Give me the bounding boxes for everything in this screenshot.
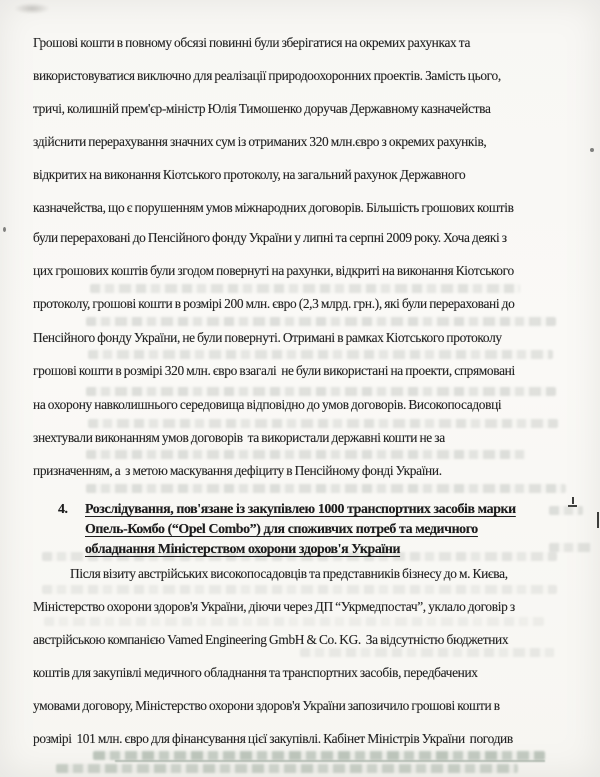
bleedthrough-line	[42, 585, 557, 594]
bleedthrough-heading	[93, 751, 545, 760]
bleedthrough-line	[44, 617, 544, 626]
text-line: Після візиту австрійських високопосадовців та представників бізнесу до м. Києва,	[70, 566, 508, 581]
text-line: протоколу, грошові кошти в розмірі 200 млн. євро (2,3 млрд. грн.), які були перераховані до	[33, 296, 515, 311]
scan-speck	[3, 227, 6, 232]
section-title-line: обладнання Міністерством охорони здоров'я України	[85, 542, 401, 557]
bleedthrough-line	[56, 764, 518, 773]
text-line: цих грошових коштів були згодом повернуті на рахунки, відкриті на виконання Кіотського	[33, 263, 514, 278]
bleedthrough-line	[86, 317, 556, 326]
text-line: були перераховані до Пенсійного фонду України у липні та серпні 2009 року. Хоча деякі з	[33, 230, 507, 245]
bleedthrough-line	[86, 387, 556, 396]
text-line: Пенсійного фонду України, не були повернуті. Отримані в рамках Кіотського протоколу	[33, 330, 502, 345]
section-title	[85, 500, 516, 560]
section-number: 4.	[58, 502, 68, 517]
scan-edge-mark	[597, 512, 599, 528]
text-line: Грошові кошти в повному обсязі повинні були зберігатися на окремих рахунках та	[33, 35, 471, 50]
text-line: використовуватися виключно для реалізації природоохоронних проектів. Замість цього,	[33, 68, 501, 83]
bleedthrough-line	[300, 648, 555, 657]
text-line: призначенням, а з метою маскування дефіциту в Пенсійному фонді України.	[33, 463, 442, 478]
bleedthrough-underline	[115, 760, 545, 762]
scan-speck	[590, 148, 594, 152]
text-line: здійснити перерахування значних сум із отриманих 320 млн.євро з окремих рахунків,	[33, 134, 487, 149]
bleedthrough-line	[88, 350, 553, 359]
text-line: австрійською компанією Vamed Engineering GmbH & Co. KG. За відсутністю бюджетних	[33, 632, 509, 647]
bleedthrough-line	[88, 419, 558, 428]
bleedthrough-fragment	[549, 506, 583, 515]
section-heading	[58, 500, 516, 560]
text-line: грошові кошти в розмірі 320 млн. євро взагалі не були використані на проекти, спрямовані	[33, 363, 515, 378]
text-line: коштів для закупівлі медичного обладнання та транспортних засобів, передбачених	[33, 665, 478, 680]
text-line: умовами договору, Міністерство охорони здоров'я України запозичило грошові кошти в	[33, 698, 500, 713]
bleedthrough-line	[86, 484, 566, 493]
text-line: Міністерство охорони здоров'я України, діючи через ДП “Укрмедпостач”, уклало договір з	[33, 599, 515, 614]
text-line: знехтували виконанням умов договорів та використали державні кошти не за	[33, 430, 445, 445]
text-line: казначейства, що є порушенням умов міжнародних договорів. Більшість грошових коштів	[33, 200, 514, 215]
text-line: розмірі 101 млн. євро для фінансування цієї закупівлі. Кабінет Міністрів України погодив	[33, 731, 513, 746]
text-line: на охорону навколишнього середовища відповідно до умов договорів. Високопосадовці	[33, 397, 502, 412]
bleedthrough-fragment	[549, 543, 591, 552]
text-line: відкритих на виконання Кіотського протоколу, на загальний рахунок Державного	[33, 167, 466, 182]
bleedthrough-line	[86, 450, 526, 459]
section-title-line: Розслідування, пов'язане із закупівлею 1000 транспортних засобів марки	[85, 502, 516, 517]
scan-mark	[572, 497, 574, 504]
section-title-line: Опель-Комбо (“Opel Combo”) для споживчих потреб та медичного	[85, 522, 478, 537]
scan-smudge	[14, 3, 50, 14]
bleedthrough-line	[90, 284, 520, 293]
text-line: тричі, колишній прем'єр-міністр Юлія Тимошенко доручав Державному казначейства	[33, 101, 491, 116]
